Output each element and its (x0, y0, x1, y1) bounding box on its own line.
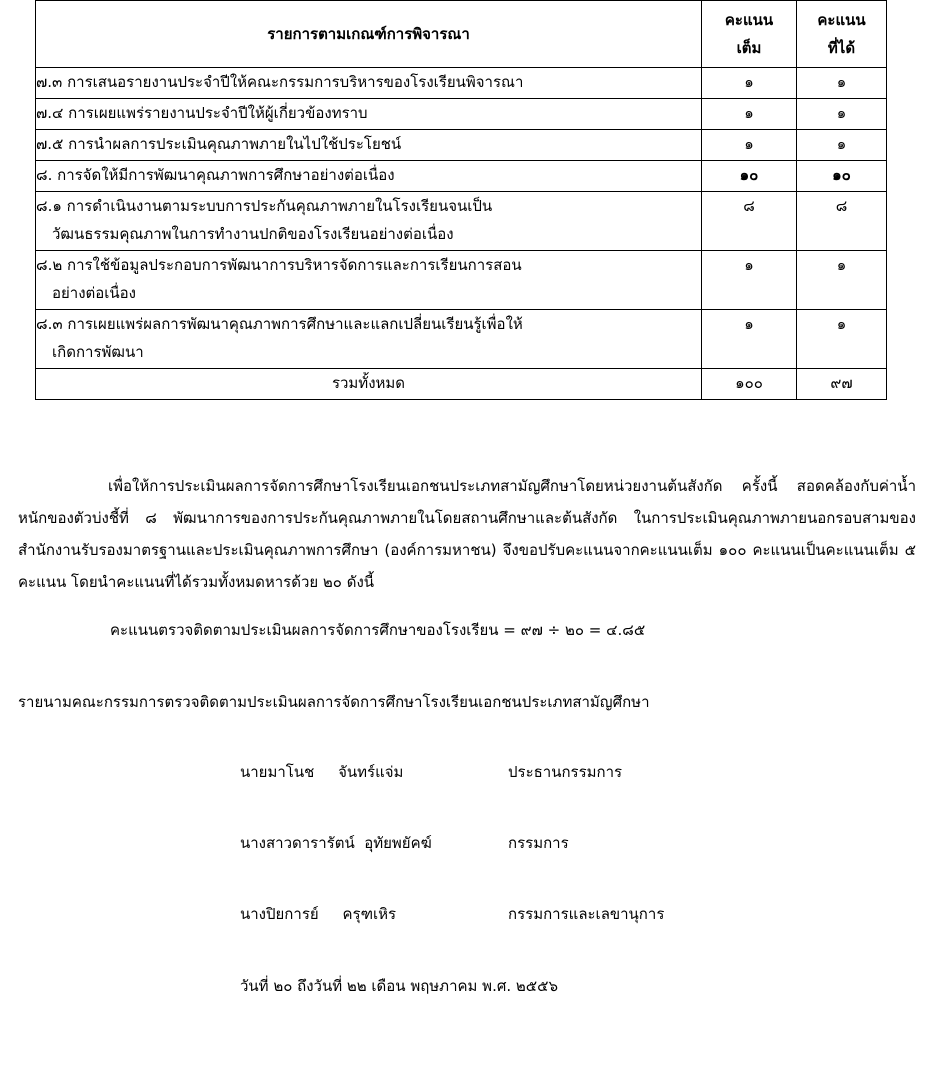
obtained-score-cell: ๑ (797, 310, 887, 369)
table-row (36, 192, 887, 251)
obtained-score-cell: ๑ (797, 130, 887, 161)
obtained-score-cell: ๑ (797, 251, 887, 310)
full-score-cell: ๑ (702, 310, 797, 369)
member-role: กรรมการ (508, 834, 569, 852)
criteria-line: ๘.๓ การเผยแพร่ผลการพัฒนาคุณภาพการศึกษาและแลกเปลี่ยนเรียนรู้เพื่อให้ (36, 315, 523, 333)
criteria-item: ๗.๕ การนำผลการประเมินคุณภาพภายในไปใช้ประโยชน์ (36, 130, 702, 161)
table-row (36, 130, 887, 161)
section-row (36, 161, 887, 192)
score-formula: คะแนนตรวจติดตามประเมินผลการจัดการศึกษาของโรงเรียน = ๙๗ ÷ ๒๐ = ๔.๘๕ (110, 621, 646, 639)
criteria-item: ๗.๓ การเสนอรายงานประจำปีให้คณะกรรมการบริหารของโรงเรียนพิจารณา (36, 68, 702, 99)
full-score-cell: ๘ (702, 192, 797, 251)
obtained-score-cell: ๑๐ (797, 161, 887, 192)
criteria-item: ๗.๔ การเผยแพร่รายงานประจำปีให้ผู้เกี่ยวข้องทราบ (36, 99, 702, 130)
total-label: รวมทั้งหมด (36, 369, 702, 400)
criteria-line-continued: อย่างต่อเนื่อง (52, 284, 137, 302)
obtained-score-cell: ๘ (797, 192, 887, 251)
total-full-score: ๑๐๐ (702, 369, 797, 400)
header-full-line1: คะแนน (724, 11, 774, 29)
committee-member (240, 900, 664, 928)
header-full-line2: เต็ม (736, 39, 762, 57)
table-header-row (36, 1, 887, 68)
header-got-line1: คะแนน (817, 11, 866, 29)
table-row (36, 68, 887, 99)
header-obtained-score (797, 1, 887, 68)
committee-title: รายนามคณะกรรมการตรวจติดตามประเมินผลการจัดการศึกษาโรงเรียนเอกชนประเภทสามัญศึกษา (18, 693, 650, 711)
full-score-cell: ๑ (702, 130, 797, 161)
full-score-cell: ๑ (702, 68, 797, 99)
member-name: นางปิยการย์ ครุฑเหิร (240, 905, 397, 923)
table-row (36, 99, 887, 130)
member-name: นางสาวดารารัตน์ อุทัยพยัคฆ์ (240, 834, 432, 852)
evaluation-date: วันที่ ๒๐ ถึงวันที่ ๒๒ เดือน พฤษภาคม พ.ศ. ๒๕๕๖ (240, 977, 559, 995)
criteria-item (36, 310, 702, 369)
header-got-line2: ที่ได้ (827, 39, 856, 57)
obtained-score-cell: ๑ (797, 99, 887, 130)
header-full-score (702, 1, 797, 68)
section-heading: ๘. การจัดให้มีการพัฒนาคุณภาพการศึกษาอย่างต่อเนื่อง (36, 161, 702, 192)
total-row (36, 369, 887, 400)
criteria-item (36, 192, 702, 251)
obtained-score-cell: ๑ (797, 68, 887, 99)
score-table (35, 0, 887, 400)
committee-member (240, 758, 622, 786)
full-score-cell: ๑ (702, 99, 797, 130)
criteria-line: ๘.๑ การดำเนินงานตามระบบการประกันคุณภาพภายในโรงเรียนจนเป็น (36, 197, 493, 215)
criteria-line-continued: เกิดการพัฒนา (52, 343, 144, 361)
table-row (36, 251, 887, 310)
committee-member (240, 829, 569, 857)
criteria-item (36, 251, 702, 310)
total-obtained-score: ๙๗ (797, 369, 887, 400)
member-name: นายมาโนช จันทร์แจ่ม (240, 763, 404, 781)
header-criteria: รายการตามเกณฑ์การพิจารณา (36, 1, 702, 68)
criteria-line-continued: วัฒนธรรมคุณภาพในการทำงานปกติของโรงเรียนอย่างต่อเนื่อง (52, 225, 454, 243)
member-role: กรรมการและเลขานุการ (508, 905, 665, 923)
member-role: ประธานกรรมการ (508, 763, 623, 781)
full-score-cell: ๑ (702, 251, 797, 310)
full-score-cell: ๑๐ (702, 161, 797, 192)
table-row (36, 310, 887, 369)
explanation-paragraph: เพื่อให้การประเมินผลการจัดการศึกษาโรงเรียนเอกชนประเภทสามัญศึกษาโดยหน่วยงานต้นสังกัด ครั้งนี้ สอดคล้องกับค่าน้ำหนักของตัวบ่งชี้ที่ ๘ พัฒนาการของการประกันคุณภาพภายในโดยสถานศึกษาและต้นสังกัด ในการประเมินคุณภาพภายนอกรอบสามของสำนักงานรับรองมาตรฐานและประเมินคุณภาพการศึกษา (องค์การมหาชน) จึงขอปรับคะแนนจากคะแนนเต็ม ๑๐๐ คะแนนเป็นคะแนนเต็ม ๕ คะแนน โดยนำคะแนนที่ได้รวมทั้งหมดหารด้วย ๒๐ ดังนี้ (18, 477, 916, 591)
criteria-line: ๘.๒ การใช้ข้อมูลประกอบการพัฒนาการบริหารจัดการและการเรียนการสอน (36, 256, 522, 274)
